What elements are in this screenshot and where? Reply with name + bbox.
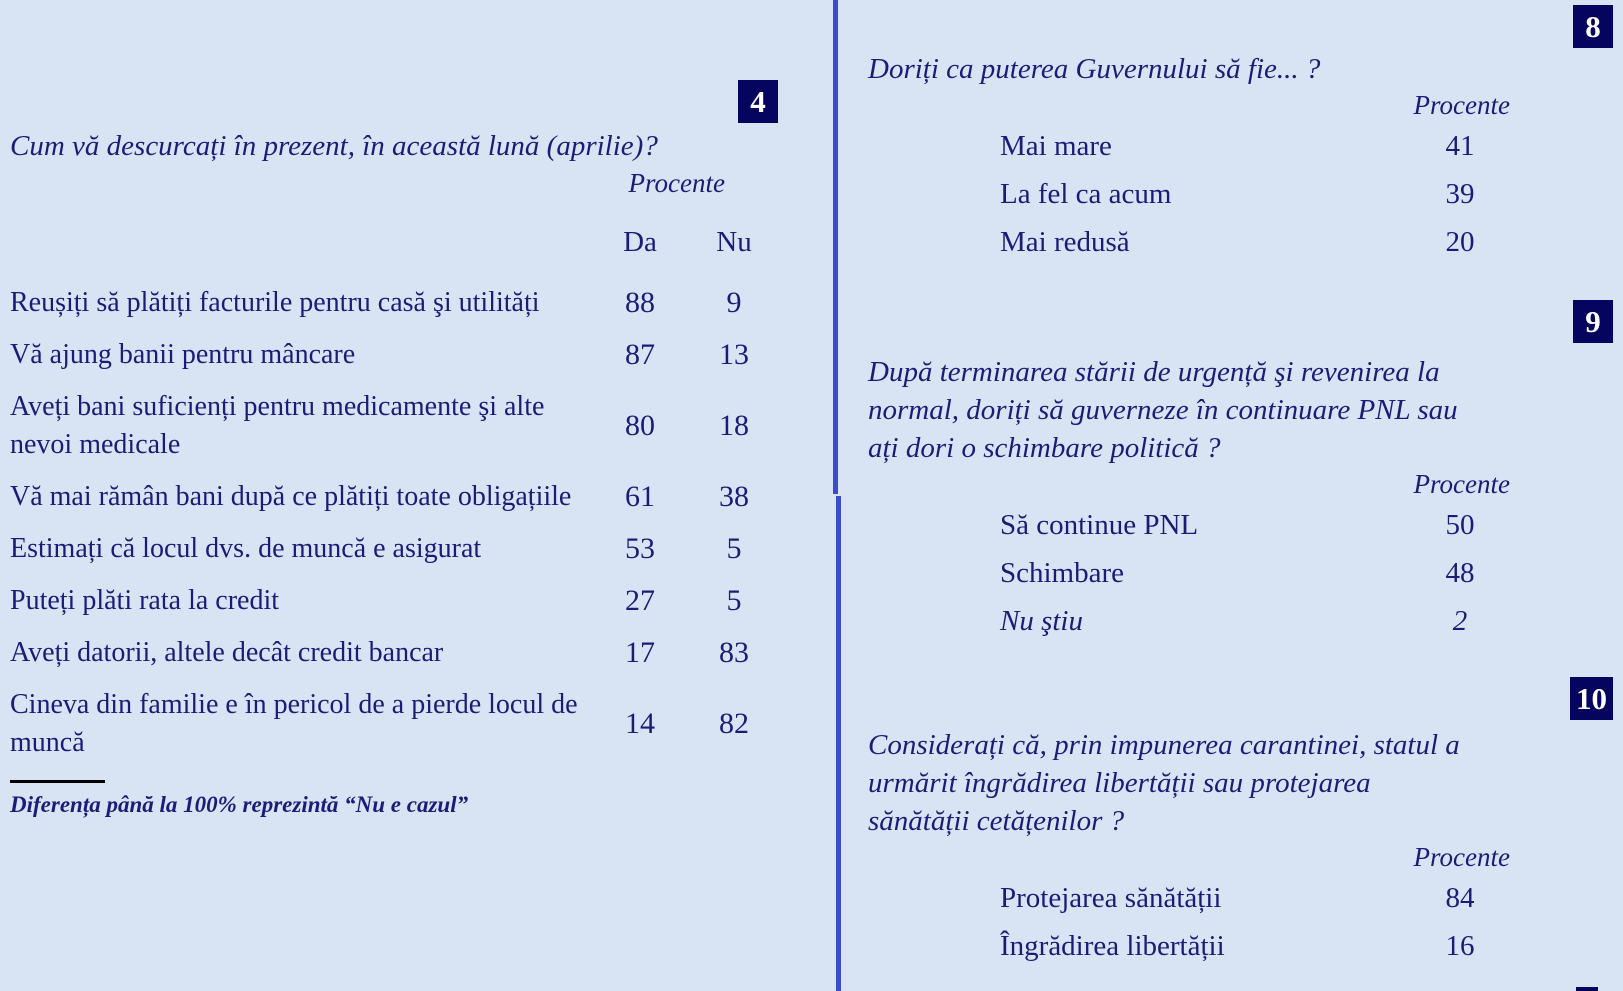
answer-label: Mai mare bbox=[1000, 129, 1112, 162]
answer-value: 84 bbox=[1445, 881, 1475, 914]
row-da-value: 80 bbox=[625, 409, 655, 442]
question-9-answers bbox=[868, 501, 1613, 645]
table-row bbox=[10, 686, 778, 762]
question-4-text: Cum vă descurcați în prezent, în această lună (aprilie)? bbox=[10, 130, 658, 162]
answer-label: Mai redusă bbox=[1000, 225, 1130, 258]
row-nu-value: 13 bbox=[719, 338, 749, 371]
answer-label: Îngrădirea libertății bbox=[1000, 929, 1225, 962]
row-da-value: 53 bbox=[625, 532, 655, 565]
table-header bbox=[10, 224, 778, 260]
answer-value: 39 bbox=[1445, 177, 1475, 210]
row-label: Estimați că locul dvs. de muncă e asigurat bbox=[10, 533, 482, 564]
table-row bbox=[10, 388, 778, 464]
question-9-badge-row bbox=[868, 300, 1613, 343]
partial-next-badge bbox=[1576, 987, 1598, 991]
section-q8 bbox=[868, 5, 1613, 266]
answer-value: 41 bbox=[1445, 129, 1475, 162]
row-label: Vă mai rămân bani după ce plătiți toate obligațiile bbox=[10, 481, 572, 512]
column-header-da: Da bbox=[623, 226, 657, 258]
column-header-nu: Nu bbox=[716, 226, 752, 258]
section-q9 bbox=[868, 300, 1613, 645]
table-row bbox=[10, 582, 778, 620]
table-row bbox=[10, 478, 778, 516]
table-row bbox=[10, 634, 778, 672]
question-8-answers bbox=[868, 122, 1613, 266]
answer-value: 50 bbox=[1445, 508, 1475, 541]
procente-label-q8: Procente bbox=[1413, 90, 1510, 120]
row-da-value: 14 bbox=[625, 707, 655, 740]
answer-value: 20 bbox=[1445, 225, 1475, 258]
question-9-badge: 9 bbox=[1573, 300, 1613, 343]
question-10-text bbox=[868, 726, 1613, 840]
row-label: Reușiți să plătiți facturile pentru casă şi utilități bbox=[10, 287, 540, 318]
question-8-text bbox=[868, 50, 1613, 88]
question-4-badge-row bbox=[10, 80, 778, 123]
question-8-badge-row bbox=[868, 5, 1613, 48]
column-divider-top bbox=[833, 0, 838, 494]
right-panel bbox=[868, 5, 1613, 970]
row-da-value: 27 bbox=[625, 584, 655, 617]
question-8-badge: 8 bbox=[1573, 5, 1613, 48]
row-nu-value: 5 bbox=[726, 532, 742, 565]
row-nu-value: 5 bbox=[726, 584, 742, 617]
row-nu-value: 18 bbox=[719, 409, 749, 442]
answer-row bbox=[868, 122, 1613, 170]
procente-label-q4: Procente bbox=[628, 168, 725, 198]
question-9-text bbox=[868, 353, 1613, 467]
question-10-answers bbox=[868, 874, 1613, 970]
question-4-badge: 4 bbox=[738, 80, 778, 123]
column-divider-bottom bbox=[836, 496, 841, 991]
question-10-badge: 10 bbox=[1570, 677, 1613, 720]
answer-label: La fel ca acum bbox=[1000, 177, 1172, 210]
row-label: Aveți datorii, altele decât credit bancar bbox=[10, 637, 444, 668]
answer-row bbox=[868, 549, 1613, 597]
answer-value: 2 bbox=[1452, 604, 1468, 637]
question-10-badge-row bbox=[868, 677, 1613, 720]
answer-label: Nu ştiu bbox=[1000, 604, 1083, 637]
answer-row bbox=[868, 218, 1613, 266]
answer-row bbox=[868, 874, 1613, 922]
answer-row bbox=[868, 501, 1613, 549]
row-label: Cineva din familie e în pericol de a pierde locul de muncă bbox=[10, 689, 578, 758]
answer-value: 16 bbox=[1445, 929, 1475, 962]
table-row bbox=[10, 336, 778, 374]
question-line: urmărit îngrădirea libertății sau protejarea bbox=[868, 767, 1371, 799]
answer-row bbox=[868, 597, 1613, 645]
row-da-value: 17 bbox=[625, 636, 655, 669]
answer-row bbox=[868, 922, 1613, 970]
answer-label: Protejarea sănătății bbox=[1000, 881, 1222, 914]
procente-label-q10: Procente bbox=[1413, 842, 1510, 872]
row-label: Aveți bani suficienți pentru medicamente şi alte nevoi medicale bbox=[10, 391, 545, 460]
row-da-value: 88 bbox=[625, 286, 655, 319]
question-line: După terminarea stării de urgență şi revenirea la bbox=[868, 356, 1440, 388]
row-nu-value: 82 bbox=[719, 707, 749, 740]
left-panel bbox=[10, 80, 778, 818]
table-row bbox=[10, 530, 778, 568]
row-nu-value: 83 bbox=[719, 636, 749, 669]
row-nu-value: 38 bbox=[719, 480, 749, 513]
footnote-text: Diferența până la 100% reprezintă “Nu e cazul” bbox=[10, 792, 469, 817]
footnote-rule bbox=[10, 780, 105, 783]
row-da-value: 87 bbox=[625, 338, 655, 371]
row-label: Puteți plăti rata la credit bbox=[10, 585, 280, 616]
question-line: sănătății cetățenilor ? bbox=[868, 805, 1125, 837]
row-label: Vă ajung banii pentru mâncare bbox=[10, 339, 356, 370]
question-line: Doriți ca puterea Guvernului să fie... ? bbox=[868, 53, 1321, 85]
table-row bbox=[10, 284, 778, 322]
question-line: Considerați că, prin impunerea carantinei, statul a bbox=[868, 729, 1460, 761]
answer-label: Schimbare bbox=[1000, 556, 1125, 589]
row-nu-value: 9 bbox=[726, 286, 742, 319]
question-4-table bbox=[10, 224, 778, 762]
procente-label-q9: Procente bbox=[1413, 469, 1510, 499]
answer-row bbox=[868, 170, 1613, 218]
section-q10 bbox=[868, 677, 1613, 970]
answer-label: Să continue PNL bbox=[1000, 508, 1199, 541]
row-da-value: 61 bbox=[625, 480, 655, 513]
question-line: normal, doriți să guverneze în continuare PNL sau bbox=[868, 394, 1458, 426]
answer-value: 48 bbox=[1445, 556, 1475, 589]
question-line: ați dori o schimbare politică ? bbox=[868, 432, 1221, 464]
